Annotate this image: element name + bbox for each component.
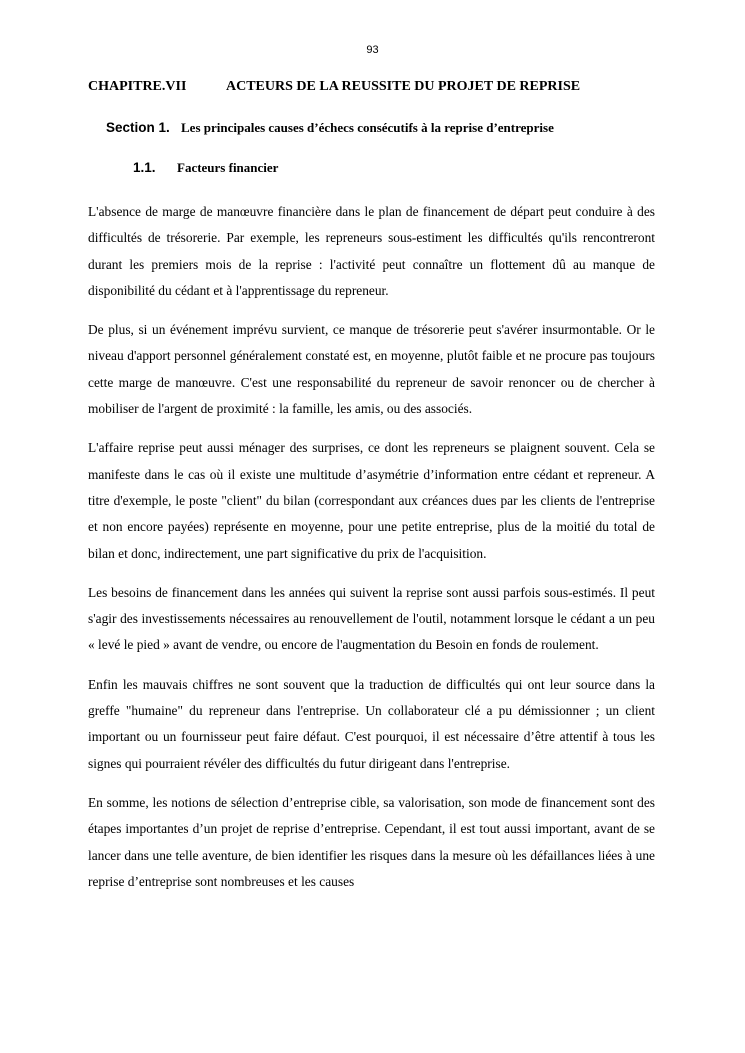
paragraph: L'affaire reprise peut aussi ménager des surprises, ce dont les repreneurs se plaignent souvent. Cela se manifeste dans le cas où il existe une multitude d’asymétrie d’information entre cédant et repreneur. A titre d'exemple, le poste "client" du bilan (correspondant aux créances dues par les clients de l'entreprise et non encore payées) représente en moyenne, pour une petite entreprise, plus de la moitié du total de bilan et donc, indirectement, une part significative du prix de l'acquisition. bbox=[88, 440, 655, 561]
paragraph: Les besoins de financement dans les années qui suivent la reprise sont aussi parfois sous-estimés. Il peut s'agir des investissements nécessaires au renouvellement de l'outil, notamment lorsque le cédant a un peu « levé le pied » avant de vendre, ou encore de l'augmentation du Besoin en fonds de roulement. bbox=[88, 584, 655, 653]
chapter-title: ACTEURS DE LA REUSSITE DU PROJET DE REPRISE bbox=[226, 79, 581, 94]
paragraph: L'absence de marge de manœuvre financière dans le plan de financement de départ peut conduire à des difficultés de trésorerie. Par exemple, les repreneurs sous-estiment les difficultés qu'ils rencontreront durant les premiers mois de la reprise : l'activité peut connaître un flottement dû au manque de disponibilité du cédant et à l'apprentissage du repreneur. bbox=[88, 204, 655, 298]
chapter-number: CHAPITRE.VII bbox=[88, 79, 187, 94]
subsection-number: 1.1. bbox=[133, 160, 156, 175]
paragraph: En somme, les notions de sélection d’entreprise cible, sa valorisation, son mode de financement sont des étapes importantes d’un projet de reprise d’entreprise. Cependant, il est tout aussi important, avant de se lancer dans une telle aventure, de bien identifier les risques dans la mesure où les défaillances liées à une reprise d’entreprise sont nombreuses et les causes bbox=[88, 794, 655, 889]
subsection-heading bbox=[133, 160, 278, 176]
section-title: Les principales causes d’échecs consécutifs à la reprise d’entreprise bbox=[181, 120, 554, 135]
section-heading bbox=[106, 120, 554, 136]
section-number: Section 1. bbox=[106, 120, 170, 135]
subsection-title: Facteurs financier bbox=[177, 160, 279, 175]
chapter-heading bbox=[88, 79, 580, 95]
paragraph: Enfin les mauvais chiffres ne sont souvent que la traduction de difficultés qui ont leur source dans la greffe "humaine" du repreneur dans l'entreprise. Un collaborateur clé a pu démissionner ; un client important ou un fournisseur peut faire défaut. C'est pourquoi, il est nécessaire d’être attentif à tous les signes qui pourraient révéler des difficultés du futur dirigeant dans l'entreprise. bbox=[88, 676, 655, 771]
body-text bbox=[88, 199, 655, 908]
page-number: 93 bbox=[366, 44, 379, 56]
paragraph: De plus, si un événement imprévu survient, ce manque de trésorerie peut s'avérer insurmontable. Or le niveau d'apport personnel généralement constaté est, en moyenne, plutôt faible et ne procure pas toujours cette marge de manœuvre. C'est une responsabilité du repreneur de savoir renoncer ou de chercher à mobiliser de l'argent de proximité : la famille, les amis, ou des associés. bbox=[88, 322, 655, 417]
